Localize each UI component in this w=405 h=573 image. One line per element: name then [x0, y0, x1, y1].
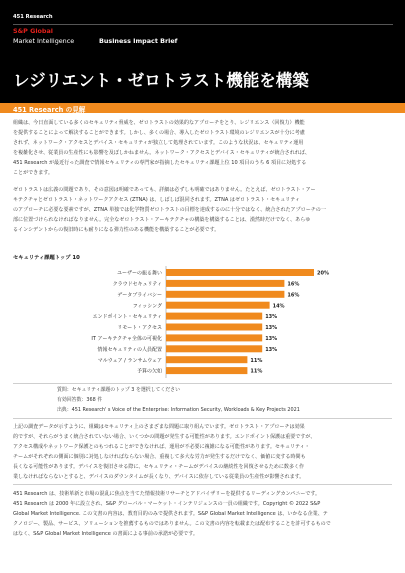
chart-title: セキュリティ課題トップ 10	[13, 255, 80, 261]
integration-paragraph: 上記の調査データが示すように、組織はセキュリティ上のさまざまな問題に取り組んでいます。ゼロトラスト・アプローチは効果 的ですが、それらがうまく統合されていない場合、いくつかの問題が発生する可能性があります。エンドポイント保護は重要ですが、 アクセス構成やネットワーク保護とのもつれることができなければ、運用が不必要に複雑になる可能性があります。セキュリティ・ チームがそれぞれの側面に個別に対処しなければならない場合、重複して多大な労力が発生するだけでなく、価値に変する時間も 長くなる可能性があります。デバイスを復旧させる際に、セキュリティ・チームがデバイスの継続性を回復させるために数多く作 業しなければならないとすると、デバイスのダウンタイムが長くなり、デバイスに依存している従業員の生産性が影響されます。	[13, 424, 316, 480]
chart-bar	[166, 302, 270, 309]
chart-category-label: IT アーキテクチャ全体の可視化	[91, 336, 162, 342]
brand-logo-line2: Market Intelligence	[13, 37, 75, 45]
chart-value-label: 13%	[265, 346, 278, 353]
chart-bar	[166, 313, 262, 320]
source-note: 出典：451 Research' s Voice of the Enterprise: Information Security, Workloads & Key Projects 2021	[57, 407, 300, 413]
about-451-research-paragraph: 451 Research は、技術革新と市場の混乱に焦点を当てた情報技術リサーチとアドバイザリーを提供するリーディングカンパニーです。 451 Research は 2000 年に設立され、S&P グローバル・マーケット・インテリジェンスの一員の組織です。Copyright © 2022 S&P Global Market Intelligence. この文書の内容は、教育目的のみで提供されます。S&P Global Market Intelligence は、いかなる企業、テ クノロジー、製品、サービス、ソリューションを推薦するものではありません。この文書の内容を転載または配布することを許可するもので はなく、S&P Global Market Intelligence の書面による事前の承諾が必要です。	[13, 491, 331, 537]
survey-question-note: 質問：セキュリティ課題のトップ 3 を選択してください	[57, 387, 180, 393]
chart-value-label: 11%	[250, 368, 263, 375]
chart-bar	[166, 334, 262, 341]
chart-value-label: 13%	[265, 314, 278, 321]
chart-value-label: 16%	[287, 292, 300, 299]
publisher-label: 451 Research	[13, 14, 53, 20]
chart-category-label: フィッシング	[132, 303, 162, 310]
page-title: レジリエント・ゼロトラスト機能を構築	[13, 71, 309, 90]
chart-value-label: 11%	[250, 357, 263, 364]
chart-value-label: 20%	[317, 270, 329, 277]
sample-size-note: 有効回答数：368 件	[57, 397, 103, 403]
zero-trust-paragraph: ゼロトラストは広義の問題であり、その意図は明確であっても、詳細は必ずしも明確ではありません。たとえば、ゼロトラスト・アー キテクチャとゼロトラスト・ネットワークアクセス (ZTNA) は、しばしば混同されます。ZTNA はゼロトラスト・セキュリティ のアプローチに必要な要素ですが、ZTNA 単独では化学物質ゼロトラストの目標を達成するのに十分ではなく、統合されたアプローチの一 部に位置づけられなければなりません。完全なゼロトラスト・アーキテクチャの構築を構築することは、漢然時だけでなく、あらゆ るインシデントからの復旧時にも耐りになる弾力性のある機能を構築することが必要です。	[13, 187, 326, 233]
document-type-label: Business Impact Brief	[99, 37, 178, 45]
chart-value-label: 14%	[272, 303, 285, 310]
intro-paragraph: 組織は、今日直面している多くのセキュリティ脅威を、ゼロトラストの効果的なアプローチをとり、レジリエンス（回復力）機能 を提供することによって解決することができます。しかし、多くの場合、導入したゼロトラスト環境のレジリエンスが十分に考慮 されず、ネットワーク・アクセスとデバイス・セキュリティが独立して処理されています。このような状況は、セキュリティ運用 を複雑化させ、従業員の生産性にも影響を及ぼしかねません。ネットワーク・アクセスとデバイス・セキュリティが統合されれば、 451 Research が最近行った調査で情報セキュリティの専門家が指摘したセキュリティ課題上位 10 項目のうち 6 項目に対処する ことができます。	[13, 120, 310, 176]
chart-category-label: ユーザーの振る舞い	[116, 270, 162, 277]
about-divider	[13, 484, 392, 485]
chart-divider	[13, 383, 392, 384]
chart-category-label: クラウドセキュリティ	[112, 281, 162, 288]
chart-bar	[166, 291, 284, 298]
chart-bar	[166, 280, 284, 287]
chart-category-label: 予算の欠如	[136, 368, 162, 375]
security-issues-bar-chart	[13, 266, 392, 380]
chart-bar	[166, 269, 314, 276]
brand-logo-line1: S&P Global	[13, 27, 53, 35]
chart-bar	[166, 356, 247, 363]
chart-category-label: データプライバシー	[117, 292, 162, 299]
chart-category-label: 情報セキュリティの人員配置	[97, 346, 162, 353]
chart-value-label: 13%	[265, 336, 278, 342]
chart-bar	[166, 324, 262, 331]
chart-value-label: 16%	[287, 281, 300, 288]
chart-bar	[166, 345, 262, 352]
chart-category-label: リモート・アクセス	[117, 325, 162, 332]
section-heading: 451 Research の見解	[13, 106, 86, 114]
header-rule	[13, 24, 393, 25]
chart-value-label: 13%	[265, 325, 278, 332]
footnote-divider	[13, 418, 392, 419]
chart-category-label: マルウェア / ランサムウェア	[97, 357, 162, 364]
chart-bar	[166, 367, 247, 374]
chart-category-label: エンドポイント・セキュリティ	[92, 314, 162, 321]
